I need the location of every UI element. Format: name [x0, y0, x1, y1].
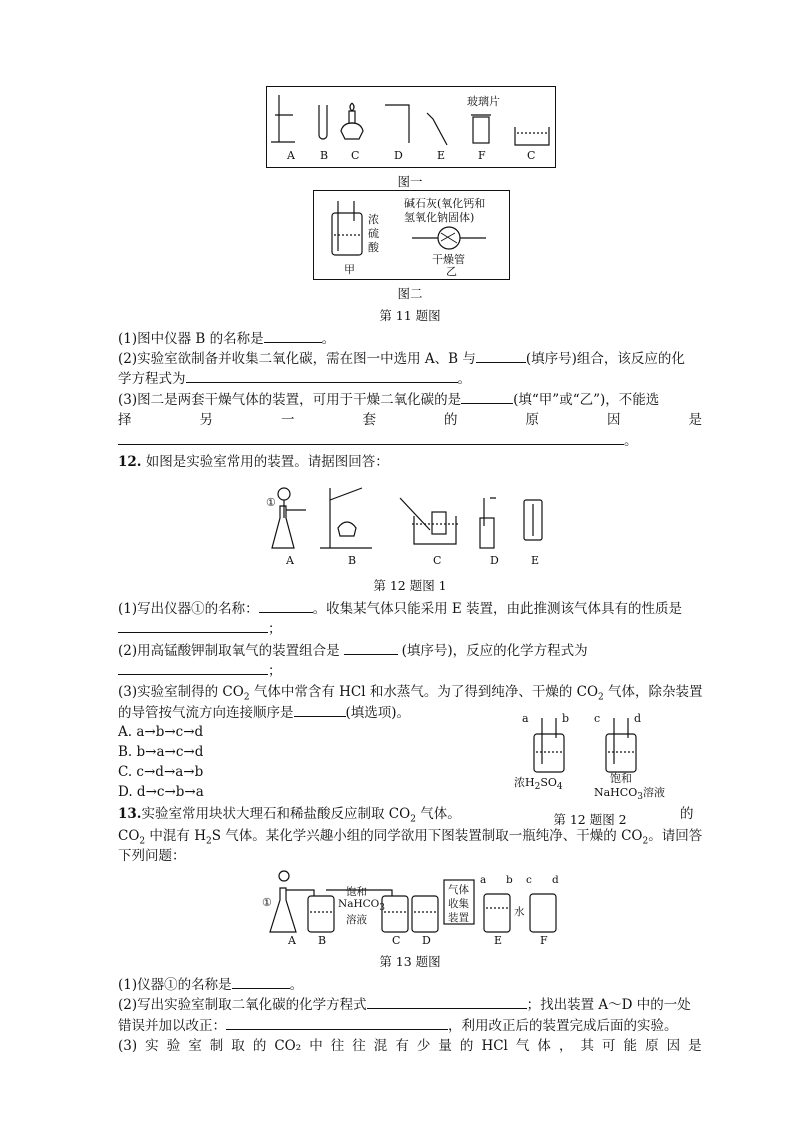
q13-blank-2[interactable]	[367, 994, 527, 1009]
q12-fig2-sat: 饱和	[610, 772, 632, 785]
q12-letter-d: D	[490, 554, 499, 567]
q12-figure-caption: 第 12 题图 1	[373, 578, 447, 593]
jia-label: 甲	[344, 263, 355, 276]
q11-part3-line1: (3)图二是两套干燥气体的装置，可用于干燥二氧化碳的是 (填“甲”或“乙”)，不能选	[118, 389, 659, 410]
fig1-letter-a: A	[287, 149, 295, 162]
q13-letter-d: D	[422, 934, 431, 947]
q13-d: d	[552, 874, 559, 886]
q11-part1: (1)图中仪器 B 的名称是 。	[118, 328, 335, 349]
q12-figure-2	[510, 712, 670, 802]
glass-slide-label: 玻璃片	[467, 95, 500, 108]
q13-letter-b: B	[318, 934, 327, 947]
q12-part1-line1: (1)写出仪器①的名称： 。收集某气体只能采用 E 装置，由此推测该气体具有的性质是	[118, 598, 682, 619]
q11-figure-caption: 第 11 题图	[379, 308, 441, 323]
q12-apparatus	[262, 478, 552, 570]
q11-blank-3[interactable]	[186, 368, 458, 383]
q13-a: a	[480, 874, 487, 886]
q12-part2-line2: ；	[118, 660, 282, 681]
q12-part3-line1: (3)实验室制得的 $CO_2$ 气体中常含有 HCl 和水蒸气。为了得到纯净、干燥的 $CO_2$ 气体，除杂装置	[118, 684, 703, 703]
q13-figure	[262, 866, 562, 946]
soda-lime-label-1: 碱石灰(氧化钙和	[404, 197, 486, 210]
q12-blank-1[interactable]	[259, 598, 313, 613]
q13-part2-line2: 错误并加以改正： ，利用改正后的装置完成后面的实验。	[118, 1015, 678, 1036]
fig1-letter-c: C	[351, 149, 360, 162]
q12-fig2-c: c	[594, 712, 601, 725]
q13-water: 水	[514, 906, 525, 918]
q12-fig2-caption: 第 12 题图 2	[553, 812, 627, 827]
q12-heading: 12. 如图是实验室常用的装置。请据图回答：	[118, 454, 389, 470]
q13-part2-line1: (2)写出实验室制取二氧化碳的化学方程式 ；找出装置 A～D 中的一处	[118, 994, 691, 1015]
q12-option-c[interactable]: C. c→d→a→b	[118, 764, 204, 780]
q13-letter-e: E	[494, 934, 503, 947]
fig1-letter-d: D	[394, 149, 403, 162]
q12-circle-1: ①	[266, 496, 276, 509]
q12-fig2-d: d	[634, 712, 642, 725]
q13-nahco3: NaHCO$_3$	[338, 898, 385, 914]
q12-option-d[interactable]: D. d→c→b→a	[118, 784, 204, 800]
figure-one	[266, 86, 556, 168]
q13-figure-caption: 第 13 题图	[379, 954, 441, 969]
q12-fig2-b: b	[562, 712, 570, 725]
q13-c: c	[526, 874, 532, 886]
fig1-letter-g: C	[527, 149, 536, 162]
q11-blank-4[interactable]	[461, 389, 513, 404]
q13-heading: 13.实验室常用块状大理石和稀盐酸反应制取 $CO_2$ 气体。	[118, 806, 461, 825]
yi-label: 乙	[446, 265, 457, 278]
soda-lime-label-2: 氢氧化钠固体)	[404, 211, 475, 224]
q12-blank-3[interactable]	[344, 640, 398, 655]
q11-part3-line3: 。	[118, 430, 638, 451]
q11-part3-line2: 择 另 一 套 的 原 因 是	[118, 412, 702, 428]
q13-part1: (1)仪器①的名称是 。	[118, 974, 303, 995]
q12-part2-line1: (2)用高锰酸钾制取氧气的装置组合是 (填序号)，反应的化学方程式为	[118, 640, 702, 661]
q13-sat: 饱和	[346, 886, 367, 898]
fig1-letter-f: F	[478, 149, 486, 162]
q11-blank-2[interactable]	[476, 348, 526, 363]
q12-letter-e: E	[531, 554, 540, 567]
q12-letter-c: C	[433, 554, 442, 567]
q12-part1-line2: ；	[118, 618, 282, 639]
fig2-caption: 图二	[397, 286, 423, 301]
fig1-letter-e: E	[437, 149, 446, 162]
q13-letter-f: F	[540, 934, 548, 947]
q12-letter-b: B	[348, 554, 357, 567]
q12-letter-a: A	[286, 554, 294, 567]
q13-part3-line1: (3) 实 验 室 制 取 的 CO₂ 中 往 往 混 有 少 量 的 HCl 气 体 ， 其 可 能 原 因 是	[118, 1038, 702, 1054]
q13-collect-3: 装置	[448, 912, 469, 924]
fig1-letter-b: B	[320, 149, 329, 162]
q12-fig2-nahco3: NaHCO$_3$溶液	[594, 786, 665, 803]
q12-part3-line2: 的导管按气流方向连接顺序是 (填选项)。	[118, 702, 410, 723]
figure-two	[313, 190, 510, 280]
q11-blank-1[interactable]	[264, 328, 322, 343]
q12-blank-4[interactable]	[118, 660, 268, 675]
drying-tube-label: 干燥管	[432, 253, 465, 266]
q12-blank-5[interactable]	[294, 702, 346, 717]
acid-label-3: 酸	[368, 241, 379, 254]
q13-b: b	[506, 874, 513, 886]
q13-line2: $CO_2$ 中混有 $H_2S$ 气体。某化学兴趣小组的同学欲用下图装置制取一瓶纯净、干燥的 $CO_2$。请回答	[118, 828, 703, 847]
q12-option-a[interactable]: A. a→b→c→d	[118, 724, 204, 740]
q13-collect-1: 气体	[448, 884, 469, 896]
q13-soln: 溶液	[346, 914, 367, 926]
q11-part2-line1: (2)实验室欲制备并收集二氧化碳，需在图一中选用 A、B 与 (填序号)组合，该反应的化	[118, 348, 685, 369]
q13-letter-a: A	[288, 934, 296, 947]
q13-letter-c: C	[392, 934, 401, 947]
q13-blank-3[interactable]	[226, 1015, 448, 1030]
q12-fig2-a: a	[522, 712, 529, 725]
q12-blank-2[interactable]	[118, 618, 268, 633]
q13-heading-tail: 的	[680, 806, 694, 822]
q12-option-b[interactable]: B. b→a→c→d	[118, 744, 204, 760]
q12-fig2-h2so4: 浓$H_2SO_4$	[514, 776, 563, 793]
q13-collect-2: 收集	[448, 898, 469, 910]
acid-label-1: 浓	[368, 213, 379, 226]
q12-figure-1	[262, 478, 552, 570]
fig1-caption: 图一	[397, 174, 423, 189]
q13-blank-1[interactable]	[232, 974, 290, 989]
q11-part2-line2: 学方程式为 。	[118, 368, 471, 389]
q11-blank-5[interactable]	[118, 430, 624, 445]
acid-label-2: 硫	[368, 227, 379, 240]
q13-circle-1: ①	[262, 896, 272, 909]
q13-line3: 下列问题：	[118, 848, 186, 864]
